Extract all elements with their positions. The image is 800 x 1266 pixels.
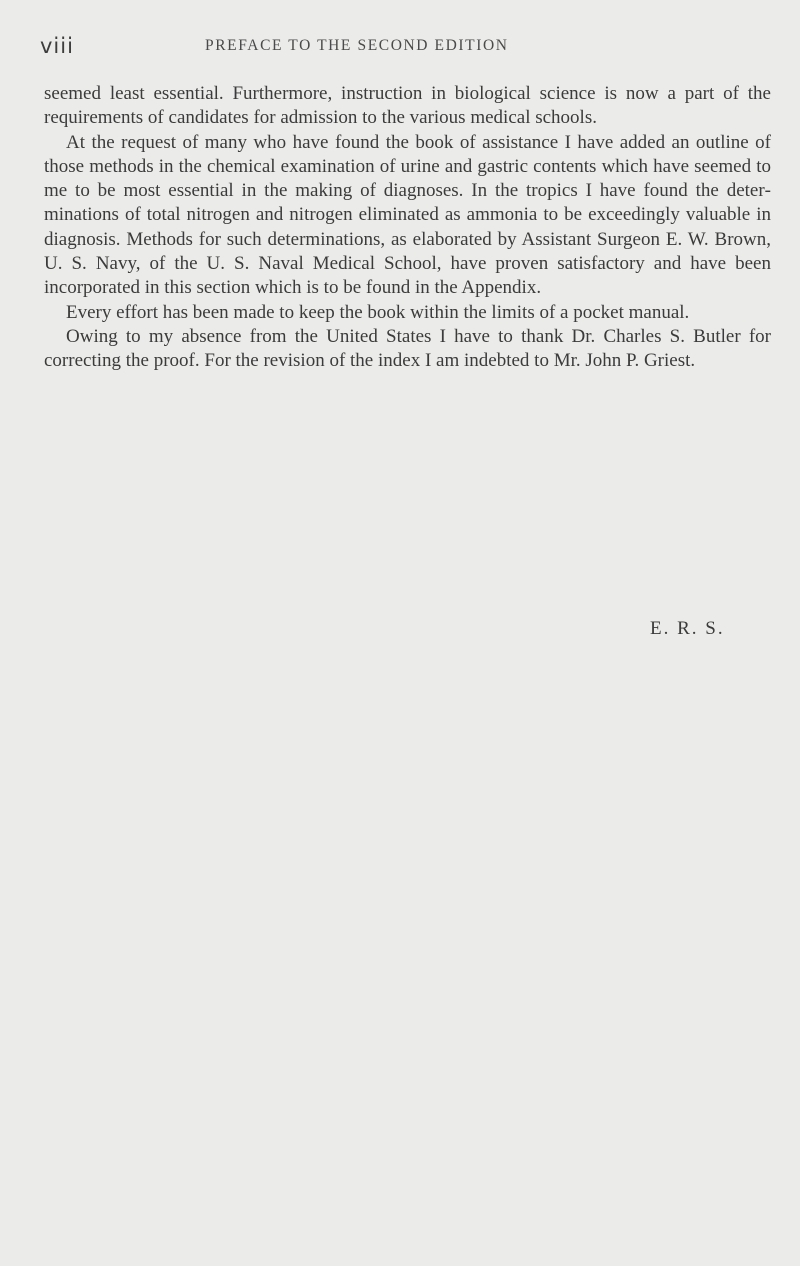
page-number: viii bbox=[40, 34, 74, 58]
running-head bbox=[40, 34, 780, 58]
paragraph-pocket-manual: Every effort has been made to keep the book within the limits of a pocket manual. bbox=[66, 301, 690, 323]
preface-body bbox=[44, 82, 771, 374]
author-initials: E. R. S. bbox=[650, 618, 725, 639]
paragraph-methods: At the request of many who have found the book of assistance I have added an outline of those methods in the chemical examination of urine and gastric contents which have seemed to me to be most essential in the making of diagnoses. In the tropics I have found the determinations of total nitrogen and nitrogen eliminated as ammonia to be exceedingly valuable in diagnosis. Methods for such determinations, as elaborated by Assistant Surgeon E. W. Brown, U. S. Navy, of the U. S. Naval Medical School, have proven satisfactory and have been incorporated in this section which is to be found in the Appendix. bbox=[44, 131, 771, 299]
running-head-title: PREFACE TO THE SECOND EDITION bbox=[205, 37, 509, 54]
paragraph-acknowledgments: Owing to my absence from the United States I have to thank Dr. Charles S. Butler for correcting the proof. For the revision of the index I am indebted to Mr. John P. Griest. bbox=[44, 325, 771, 372]
paragraph-continuation: seemed least essential. Furthermore, instruction in biological science is now a part of the requirements of candidates for admission to the various medical schools. bbox=[44, 83, 771, 129]
